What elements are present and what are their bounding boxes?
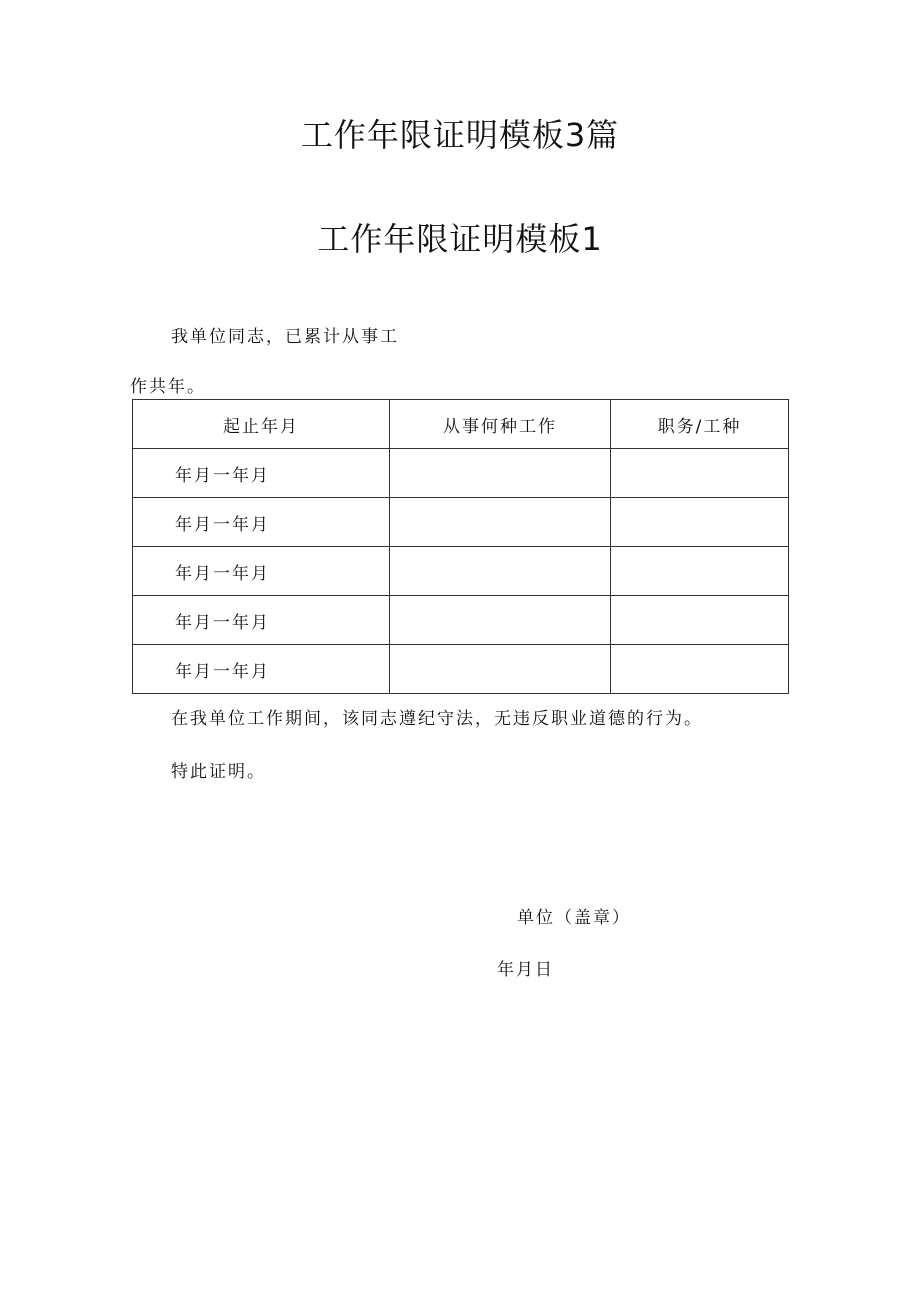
intro-text-line-1: 我单位同志，已累计从事工 — [171, 327, 399, 347]
table-row — [133, 547, 789, 596]
period-cell: 年月一年月 — [133, 498, 390, 547]
header-work-type: 从事何种工作 — [390, 400, 611, 449]
header-position: 职务/工种 — [611, 400, 789, 449]
work-history-table — [132, 399, 789, 694]
conduct-statement: 在我单位工作期间，该同志遵纪守法，无违反职业道德的行为。 — [171, 709, 703, 729]
position-cell — [611, 498, 789, 547]
unit-seal-label: 单位（盖章） — [517, 908, 631, 928]
position-cell — [611, 645, 789, 694]
table-row — [133, 645, 789, 694]
work-type-cell — [390, 645, 611, 694]
period-cell: 年月一年月 — [133, 449, 390, 498]
period-cell: 年月一年月 — [133, 596, 390, 645]
work-type-cell — [390, 547, 611, 596]
date-label: 年月日 — [497, 960, 554, 980]
certify-statement: 特此证明。 — [171, 762, 266, 782]
table-row — [133, 498, 789, 547]
position-cell — [611, 596, 789, 645]
table-row — [133, 596, 789, 645]
work-type-cell — [390, 449, 611, 498]
header-period: 起止年月 — [133, 400, 390, 449]
document-title: 工作年限证明模板3篇 — [300, 116, 620, 154]
intro-text-line-2: 作共年。 — [130, 377, 206, 397]
work-type-cell — [390, 596, 611, 645]
table-header-row — [133, 400, 789, 449]
work-type-cell — [390, 498, 611, 547]
period-cell: 年月一年月 — [133, 645, 390, 694]
position-cell — [611, 547, 789, 596]
table-row — [133, 449, 789, 498]
period-cell: 年月一年月 — [133, 547, 390, 596]
document-subtitle: 工作年限证明模板1 — [317, 220, 603, 258]
position-cell — [611, 449, 789, 498]
